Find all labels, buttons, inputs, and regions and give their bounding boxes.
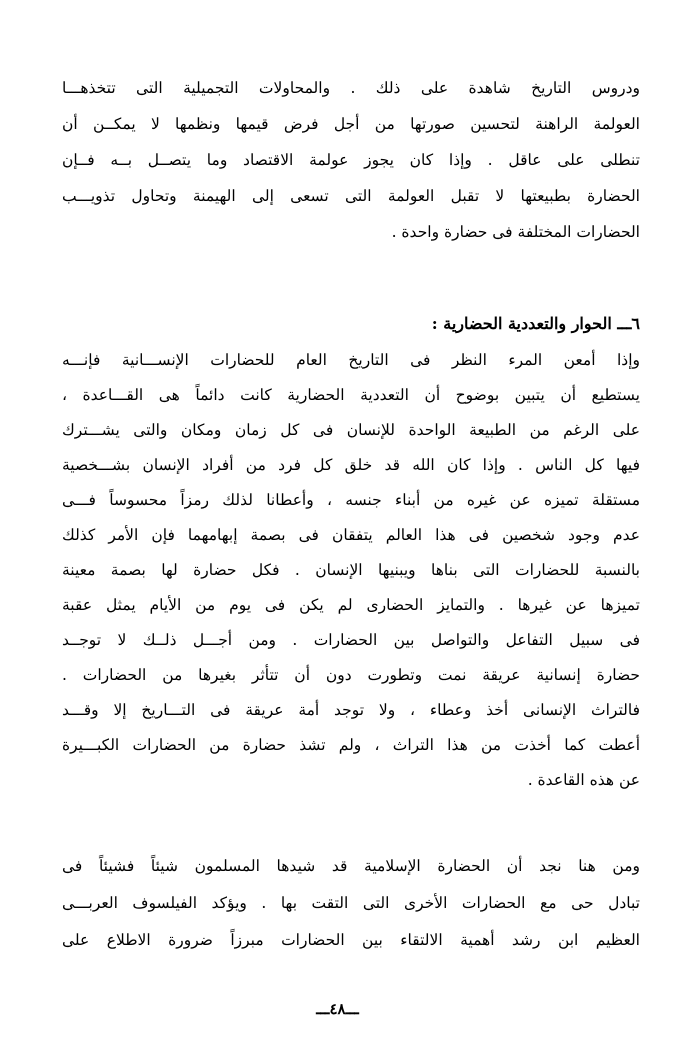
text-line: الحضارة بطبيعتها لا تقبل العولمة التى تسعى إلى الهيمنة وتحاول تذويـــب [62, 187, 640, 205]
text-line: مستقلة تميزه عن غيره من أبناء جنسه ، وأعطانا لذلك رمزاً محسوساً فـــى [62, 491, 640, 509]
text-line: أعطت كما أخذت من هذا التراث ، ولم تشذ حضارة من الحضارات الكبـــيرة [62, 736, 640, 754]
text-line: تنطلى على عاقل . وإذا كان يجوز عولمة الاقتصاد وما يتصــل بــه فــإن [62, 151, 640, 169]
text-line: حضارة إنسانية عريقة نمت وتطورت دون أن تتأثر بغيرها من الحضارات . [62, 666, 640, 684]
text-line: العظيم ابن رشد أهمية الالتقاء بين الحضارات مبرزاً ضرورة الاطلاع على [62, 931, 640, 949]
section-heading-text: ٦ـــ الحوار والتعددية الحضارية : [431, 314, 640, 333]
text-line: فى سبيل التفاعل والتواصل بين الحضارات . ومن أجـــل ذلــك لا توجــد [62, 631, 640, 649]
text-line: تميزها عن غيرها . والتمايز الحضارى لم يكن فى يوم من الأيام يمثل عقبة [62, 596, 640, 614]
text-line: عدم وجود شخصين فى هذا العالم يتفقان فى بصمة إبهامهما فإن الأمر كذلك [62, 526, 640, 544]
text-line: على الرغم من الطبيعة الواحدة للإنسان فى كل زمان ومكان والتى يشـــترك [62, 421, 640, 439]
text-line: بالنسبة للحضارات التى بناها ويبنيها الإنسان . فكل حضارة لها بصمة معينة [62, 561, 640, 579]
text-line: الحضارات المختلفة فى حضارة واحدة . [391, 223, 640, 241]
text-line: وإذا أمعن المرء النظر فى التاريخ العام للحضارات الإنســـانية فإنـــه [62, 351, 640, 369]
page-number: ـــ٤٨ـــ [316, 1000, 359, 1018]
text-line: تبادل حى مع الحضارات الأخرى التى التقت بها . ويؤكد الفيلسوف العربـــى [62, 894, 640, 912]
text-line: ودروس التاريخ شاهدة على ذلك . والمحاولات التجميلية التى تتخذهـــا [62, 79, 640, 97]
text-line: العولمة الراهنة لتحسين صورتها من أجل فرض قيمها ونظمها لا يمكــن أن [62, 115, 640, 133]
text-line: فالتراث الإنسانى أخذ وعطاء ، ولا توجد أمة عريقة فى التـــاريخ إلا وقـــد [62, 701, 640, 719]
text-line: ومن هنا نجد أن الحضارة الإسلامية قد شيدها المسلمون شيئاً فشيئاً فى [62, 857, 640, 875]
text-line: فيها كل الناس . وإذا كان الله قد خلق كل فرد من أفراد الإنسان بشـــخصية [62, 456, 640, 474]
text-line: يستطيع أن يتبين بوضوح أن التعددية الحضارية كانت دائماً هى القـــاعدة ، [62, 386, 640, 404]
text-line: عن هذه القاعدة . [527, 771, 640, 789]
